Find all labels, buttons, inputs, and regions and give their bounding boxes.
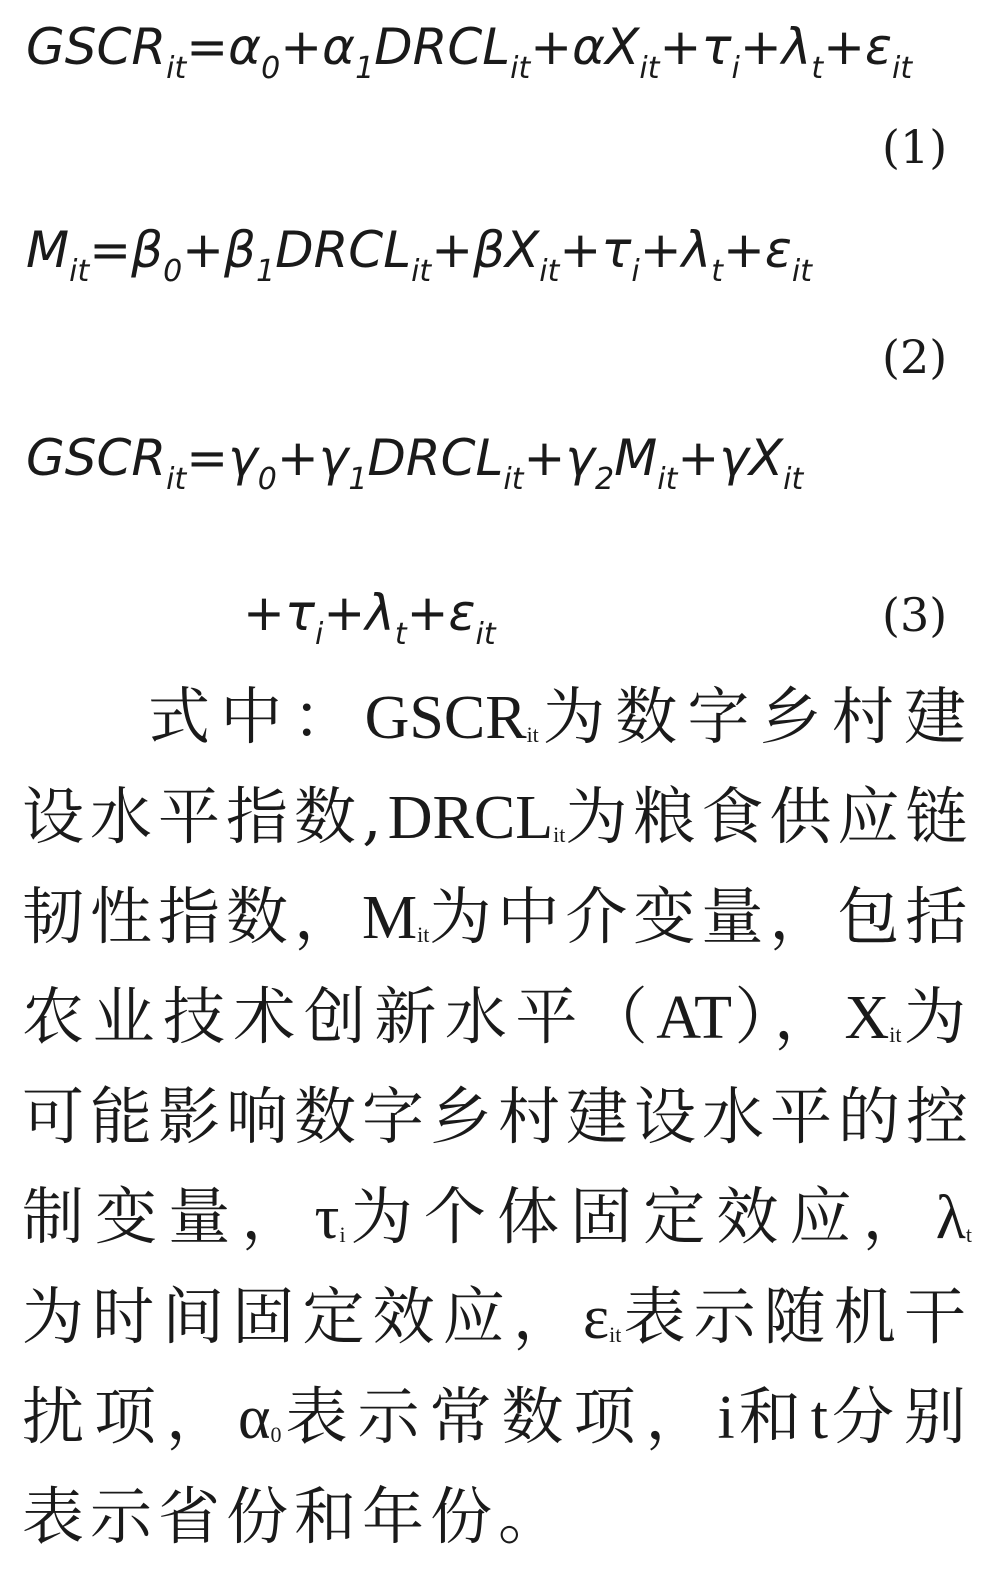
eq1-term3: DRCL: [374, 18, 511, 76]
eq3-term5-sub: it: [657, 462, 678, 497]
eq1-term4: +αX: [530, 18, 640, 76]
eq2-term6-sub: t: [711, 254, 723, 289]
p6-d: λ: [935, 1184, 966, 1252]
paragraph-line-4: [22, 980, 972, 1053]
eq3-term6-sub: it: [783, 462, 804, 497]
p6-b: τ: [314, 1184, 340, 1252]
eq2-term7-sub: it: [791, 254, 812, 289]
paragraph-line-5: [22, 1080, 975, 1153]
p2-b: DRCL: [387, 784, 554, 852]
p3-b-sub: it: [417, 922, 430, 947]
p7-c: 表示随机干: [621, 1280, 972, 1353]
p5-a: 可能影响数字乡村建设水平的控: [22, 1080, 975, 1153]
p4-e: 为: [901, 980, 972, 1053]
eq3-term3-sub: it: [503, 462, 524, 497]
p4-c: ），: [732, 980, 845, 1053]
eq1-term1-sub: 0: [261, 51, 281, 86]
p8-a: 扰项，: [22, 1380, 238, 1453]
eq2-term6: +λ: [639, 221, 712, 279]
p8-d: i: [717, 1384, 735, 1452]
p7-a: 为时间固定效应，: [22, 1280, 584, 1353]
p4-a: 农业技术创新水平（: [22, 980, 657, 1053]
paragraph-line-2: [22, 780, 974, 853]
eq2-lhs: M: [26, 221, 70, 279]
eq2-term2: +β: [182, 221, 256, 279]
paragraph-line-6: [22, 1180, 972, 1253]
p6-d-sub: t: [965, 1222, 972, 1247]
equation-2: [26, 221, 812, 289]
equation-3-continuation: [243, 584, 496, 652]
eq1-term7-sub: it: [892, 51, 913, 86]
eq1-term5: +τ: [659, 18, 732, 76]
p2-a: 设水平指数,: [22, 780, 388, 853]
eq1-term5-sub: i: [731, 51, 740, 86]
eq3-term4-sub: 2: [595, 462, 615, 497]
eq1-term1: =α: [186, 18, 262, 76]
eq1-term6-sub: t: [811, 51, 824, 86]
eq2-term3: DRCL: [275, 221, 412, 279]
eq2-lhs-sub: it: [69, 254, 90, 289]
p8-b: α: [238, 1384, 271, 1452]
eq3-cont-term1-sub: i: [315, 617, 324, 652]
p1-b: GSCR: [364, 684, 527, 752]
p1-b-sub: it: [526, 722, 539, 747]
eq2-term5: +τ: [559, 221, 632, 279]
eq3-cont-term3: +ε: [406, 584, 476, 642]
p4-d: X: [844, 984, 890, 1052]
eq1-term2: +α: [280, 18, 356, 76]
p8-b-sub: 0: [270, 1422, 282, 1447]
eq1-lhs: GSCR: [26, 18, 167, 76]
p2-b-sub: it: [553, 822, 566, 847]
eq3-cont-term1: +τ: [243, 584, 315, 642]
equation-3: [26, 429, 804, 497]
paragraph-line-8: [22, 1380, 972, 1453]
eq2-term2-sub: 1: [255, 254, 276, 289]
p6-c: 为个体固定效应，: [345, 1180, 936, 1253]
eq3-term3: DRCL: [367, 429, 504, 487]
eq3-cont-term2: +λ: [323, 584, 395, 642]
eq1-term4-sub: it: [639, 51, 660, 86]
eq3-term6: +γX: [677, 429, 784, 487]
eq2-term4-sub: it: [539, 254, 560, 289]
p1-c: 为数字乡村建: [538, 680, 972, 753]
eq3-term2: +γ: [276, 429, 349, 487]
eq1-lhs-sub: it: [166, 51, 187, 86]
p6-a: 制变量，: [22, 1180, 315, 1253]
eq3-lhs-sub: it: [166, 462, 187, 497]
eq3-lhs: GSCR: [26, 429, 167, 487]
equation-2-number: (2): [882, 330, 948, 384]
paragraph-line-7: [22, 1280, 972, 1353]
p8-f: t: [810, 1384, 828, 1452]
eq2-term1: =β: [89, 221, 164, 279]
eq3-term1: =γ: [186, 429, 258, 487]
p8-e: 和: [734, 1380, 811, 1453]
p6-b-sub: i: [339, 1222, 346, 1247]
eq2-term7: +ε: [722, 221, 792, 279]
p9-a: 表示省份和年份。: [22, 1480, 567, 1553]
paragraph-line-9: [22, 1480, 972, 1553]
p3-c: 为中介变量，包括: [429, 880, 974, 953]
paragraph-line-3: [22, 880, 974, 953]
eq3-term2-sub: 1: [348, 462, 368, 497]
eq3-cont-term2-sub: t: [394, 617, 407, 652]
p7-b: ε: [583, 1284, 610, 1352]
p4-d-sub: it: [889, 1022, 902, 1047]
p3-a: 韧性指数，: [22, 880, 363, 953]
eq2-term5-sub: i: [631, 254, 640, 289]
equation-3-number: (3): [882, 588, 948, 642]
eq1-term7: +ε: [823, 18, 893, 76]
p1-a: 式中：: [148, 680, 365, 753]
eq2-term3-sub: it: [411, 254, 432, 289]
p4-b: AT: [656, 984, 733, 1052]
p8-g: 分别: [827, 1380, 972, 1453]
eq1-term6: +λ: [739, 18, 812, 76]
eq3-term5: M: [614, 429, 658, 487]
eq3-cont-term3-sub: it: [475, 617, 496, 652]
eq3-term4: +γ: [523, 429, 596, 487]
eq2-term1-sub: 0: [163, 254, 183, 289]
p2-c: 为粮食供应链: [565, 780, 974, 853]
p3-b: M: [362, 884, 418, 952]
eq2-term4: +βX: [431, 221, 540, 279]
paragraph-line-1: [148, 680, 972, 753]
p7-b-sub: it: [609, 1322, 622, 1347]
eq3-term1-sub: 0: [257, 462, 277, 497]
equation-1: [26, 18, 913, 86]
eq1-term3-sub: it: [510, 51, 531, 86]
equation-1-number: (1): [882, 120, 948, 174]
eq1-term2-sub: 1: [355, 51, 375, 86]
p8-c: 表示常数项，: [281, 1380, 718, 1453]
